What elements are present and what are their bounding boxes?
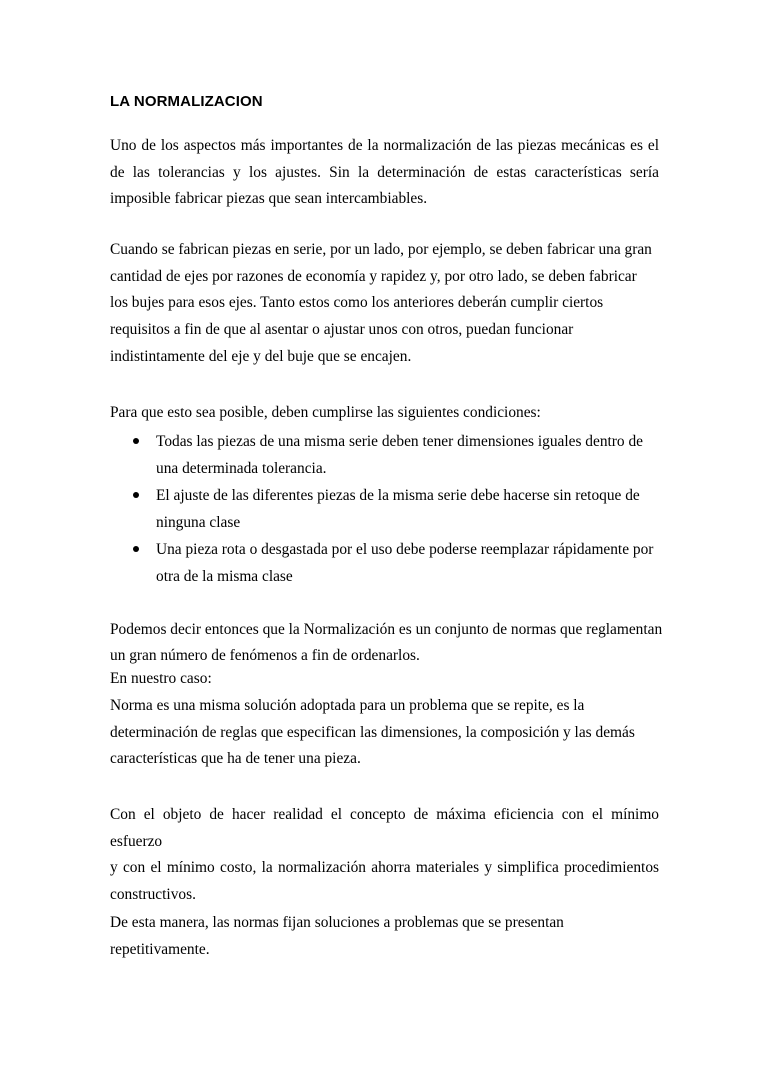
text-line: indistintamente del eje y del buje que se encajen. [110,347,412,365]
text-line: de las tolerancias y los ajustes. Sin la determinación de estas características sería [110,163,659,181]
text-line: cantidad de ejes por razones de economía y rapidez y, por otro lado, se deben fabricar [110,267,637,285]
text-line: un gran número de fenómenos a fin de ordenarlos. [110,647,420,664]
paragraph-norma-definicion [110,693,659,773]
text-line: características que ha de tener una pieza. [110,750,361,768]
text-line: Podemos decir entonces que la Normalización es un conjunto de normas que reglamentan [110,621,663,638]
text-line: imposible fabricar piezas que sean intercambiables. [110,190,428,208]
conditions-list [110,428,670,590]
text-line: Cuando se fabrican piezas en serie, por un lado, por ejemplo, se deben fabricar una gran [110,241,652,258]
text-line: Con el objeto de hacer realidad el concepto de máxima eficiencia con el mínimo esfuerzo [110,806,659,850]
text-line: Para que esto sea posible, deben cumplirse las siguientes condiciones: [110,404,541,421]
text-line: ninguna clase [156,514,241,531]
text-line: Una pieza rota o desgastada por el uso debe poderse reemplazar rápidamente por [156,541,654,558]
document-title: LA NORMALIZACION [110,93,263,110]
list-item [110,536,670,590]
paragraph-conclusion [110,910,659,963]
paragraph-piezas-en-serie [110,237,659,371]
text-line: otra de la misma clase [156,568,293,585]
text-line: requisitos a fin de que al asentar o ajustar unos con otros, puedan funcionar [110,321,574,339]
list-item [110,482,670,536]
list-item [110,428,670,482]
text-line: los bujes para esos ejes. Tanto estos como los anteriores deberán cumplir ciertos [110,294,604,312]
text-line: De esta manera, las normas fijan soluciones a problemas que se presentan [110,914,564,931]
text-line: y con el mínimo costo, la normalización ahorra materiales y simplifica procedimientos [110,859,659,877]
bullet-icon [133,492,139,498]
text-line: determinación de reglas que especifican las dimensiones, la composición y las demás [110,723,635,741]
bullet-icon [133,438,139,444]
text-line: Uno de los aspectos más importantes de la normalización de las piezas mecánicas es el [110,137,659,154]
label-en-nuestro-caso: En nuestro caso: [110,670,212,687]
paragraph-normalizacion-definicion [110,617,663,644]
text-line: Todas las piezas de una misma serie deben tener dimensiones iguales dentro de [156,433,643,450]
text-line: constructivos. [110,886,196,904]
text-line: El ajuste de las diferentes piezas de la misma serie debe hacerse sin retoque de [156,487,640,504]
text-line: repetitivamente. [110,940,210,958]
text-line: una determinada tolerancia. [156,460,327,477]
bullet-icon [133,546,139,552]
paragraph-condiciones-intro [110,400,659,427]
text-line: Norma es una misma solución adoptada para un problema que se repite, es la [110,697,585,714]
paragraph-eficiencia [110,802,659,909]
paragraph-tolerancias [110,133,659,213]
